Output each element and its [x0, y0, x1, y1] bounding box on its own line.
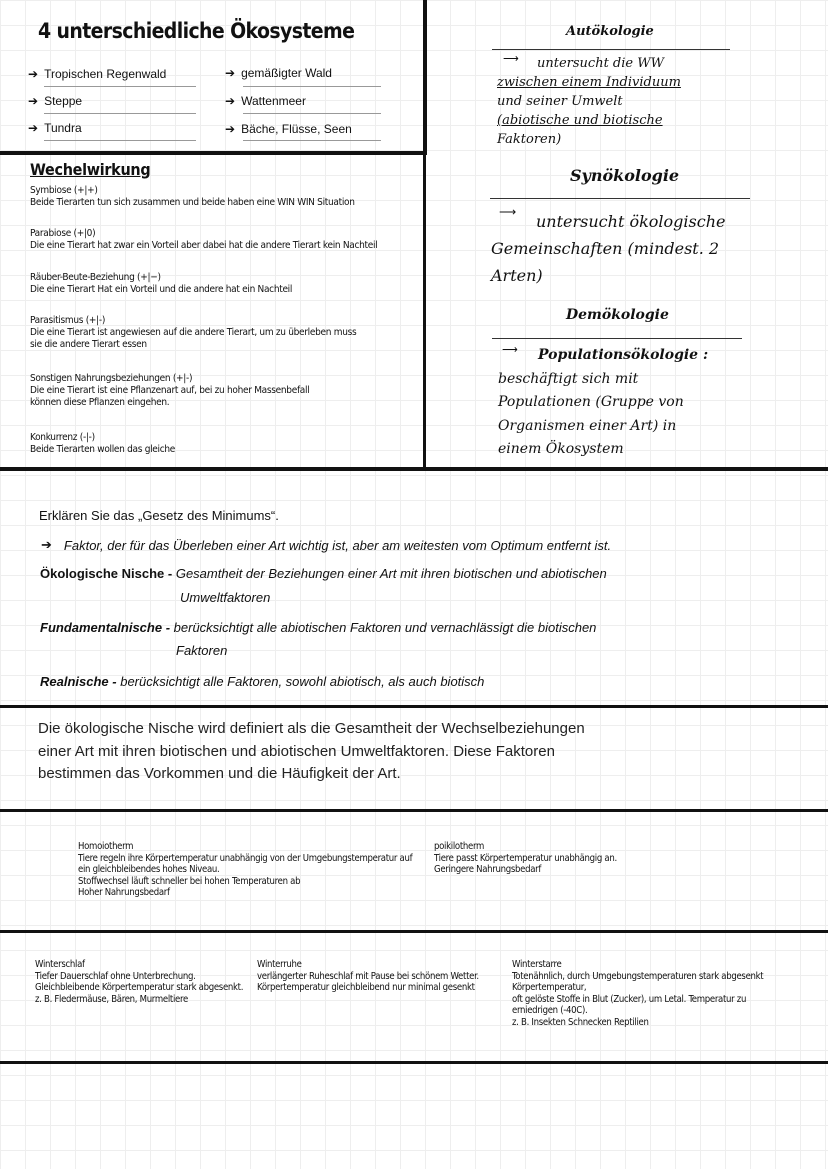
demoekologie-title: Demökologie	[566, 307, 669, 323]
underline	[44, 113, 196, 114]
divider-under-niche	[0, 705, 828, 708]
winterruhe-block: Winterruhe verlängerter Ruheschlaf mit Pause bei schönem Wetter. Körpertemperatur gleichbleibend nur minimal gesenkt	[257, 959, 479, 993]
answer-text: Faktor, der für das Überleben einer Art wichtig ist, aber am weitesten vom Optimum entfernt ist.	[63, 537, 612, 553]
underline	[490, 198, 750, 199]
divider-under-winter	[0, 1061, 828, 1064]
underline	[492, 49, 730, 50]
underline	[44, 86, 196, 87]
winterstarre-block: Winterstarre Totenähnlich, durch Umgebungstemperaturen stark abgesenkt Körpertemperatur, oft gelöste Stoffe in Blut (Zucker), um Letal. Temperatur zu erniedrigen (-40C). z. B. Insekten Schnecken Reptilien	[512, 959, 764, 1028]
underline	[243, 86, 381, 87]
autoekologie-text: untersucht die WW zwischen einem Individuum und seiner Umwelt (abiotische und biotische Faktoren)	[497, 56, 681, 147]
arrow-right-icon: ⟶	[503, 53, 519, 65]
interaction-item: Symbiose (+|+) Beide Tierarten tun sich zusammen und beide haben eine WIN WIN Situation	[30, 185, 355, 208]
demoekologie-text: Populationsökologie : beschäftigt sich mit Populationen (Gruppe von Organismen einer Art) in einem Ökosystem	[498, 347, 709, 457]
winterschlaf-block: Winterschlaf Tiefer Dauerschlaf ohne Unterbrechung. Gleichbleibende Körpertemperatur stark abgesenkt. z. B. Fledermäuse, Bären, Murmeltiere	[35, 959, 244, 1005]
ecosystem-item: ➔ Bäche, Flüsse, Seen	[225, 122, 352, 136]
divider-under-wechselwirkung	[0, 467, 828, 471]
arrow-right-icon: ➔	[225, 66, 236, 80]
fundamentalnische-cont: Faktoren	[176, 643, 228, 658]
interaction-item: Räuber-Beute-Beziehung (+|−) Die eine Tierart Hat ein Vorteil und die andere hat ein Nachteil	[30, 272, 293, 295]
ecosystem-item: ➔ Tropischen Regenwald	[28, 67, 167, 81]
ecosystems-title: 4 unterschiedliche Ökosysteme	[38, 19, 355, 43]
autoekologie-title: Autökologie	[566, 24, 654, 39]
homoiotherm-block: Homoiotherm Tiere regeln ihre Körpertemperatur unabhängig von der Umgebungstemperatur auf ein gleichbleibendes hohes Niveau. Stoffwechsel läuft schneller bei hohen Temperaturen ab Hoher Nahrungsbedarf	[78, 841, 413, 898]
divider-under-ecosystems	[0, 151, 426, 155]
interactions-title: Wechelwirkung	[30, 160, 151, 179]
answer-row	[41, 537, 611, 553]
arrow-right-icon: ➔	[28, 94, 39, 108]
ecosystem-item: ➔ gemäßigter Wald	[225, 66, 332, 80]
poikilotherm-block: poikilotherm Tiere passt Körpertemperatur unabhängig an. Geringere Nahrungsbedarf	[434, 841, 617, 875]
ecosystem-item: ➔ Tundra	[28, 121, 82, 135]
underline	[243, 113, 381, 114]
interaction-item: Konkurrenz (-|-) Beide Tierarten wollen das gleiche	[30, 432, 176, 455]
arrow-right-icon: ➔	[28, 121, 39, 135]
underline	[492, 338, 742, 339]
oekologische-nische: Ökologische Nische - Gesamtheit der Beziehungen einer Art mit ihren biotischen und abiotischen	[40, 566, 607, 581]
arrow-right-icon: ➔	[28, 67, 39, 81]
ecosystem-item: ➔ Steppe	[28, 94, 83, 108]
realnische: Realnische - berücksichtigt alle Faktoren, sowohl abiotisch, als auch biotisch	[40, 674, 485, 689]
divider-under-temperature	[0, 930, 828, 933]
interaction-item: Parabiose (+|0) Die eine Tierart hat zwar ein Vorteil aber dabei hat die andere Tierart kein Nachteil	[30, 228, 378, 251]
ecosystem-item: ➔ Wattenmeer	[225, 94, 306, 108]
definition-text: Die ökologische Nische wird definiert als die Gesamtheit der Wechselbeziehungen einer Art mit ihren biotischen und abiotischen Umweltfaktoren. Diese Faktoren bestimmen das Vorkommen und die Häufigkeit der Art.	[38, 720, 585, 782]
interaction-item: Sonstigen Nahrungsbeziehungen (+|-) Die eine Tierart ist eine Pflanzenart auf, bei zu hoher Massenbefall können diese Pflanzen eingehen.	[30, 373, 310, 408]
oekologische-nische-cont: Umweltfaktoren	[180, 590, 271, 605]
underline	[44, 140, 196, 141]
arrow-right-icon: ⟶	[499, 205, 517, 219]
divider-vertical-top	[423, 0, 427, 155]
interaction-item: Parasitismus (+|-) Die eine Tierart ist angewiesen auf die andere Tierart, um zu überleben muss sie die andere Tierart essen	[30, 315, 357, 350]
arrow-right-icon: ➔	[225, 94, 236, 108]
underline	[243, 140, 381, 141]
question-text: Erklären Sie das „Gesetz des Minimums“.	[39, 508, 279, 523]
synoekologie-text: untersucht ökologische Gemeinschaften (mindest. 2 Arten)	[491, 212, 726, 285]
fundamentalnische: Fundamentalnische - berücksichtigt alle abiotischen Faktoren und vernachlässigt die biotischen	[40, 620, 597, 635]
divider-vertical-bottom	[423, 155, 426, 470]
synoekologie-title: Synökologie	[570, 166, 680, 185]
divider-under-definition	[0, 809, 828, 812]
arrow-right-icon: ➔	[225, 122, 236, 136]
arrow-right-icon: ⟶	[502, 344, 518, 356]
arrow-right-icon: ➔	[41, 537, 52, 552]
